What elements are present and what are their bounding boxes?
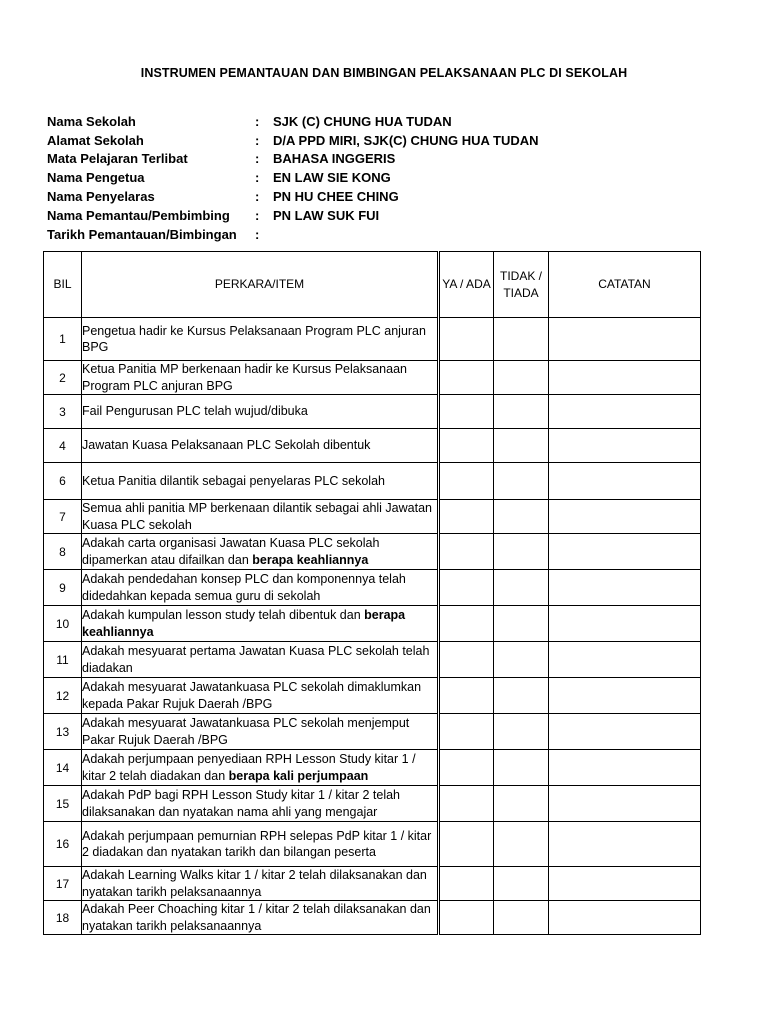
header-tidak: TIDAK / TIADA (494, 252, 549, 318)
row-item-text: Adakah mesyuarat Jawatankuasa PLC sekolah dimaklumkan kepada Pakar Rujuk Daerah /BPG (82, 680, 422, 711)
cell-tidak[interactable] (494, 901, 549, 935)
cell-catatan[interactable] (549, 318, 701, 361)
row-number: 1 (44, 318, 82, 361)
cell-tidak[interactable] (494, 750, 549, 786)
info-colon: : (255, 226, 260, 242)
table-row (44, 429, 701, 463)
cell-catatan[interactable] (549, 786, 701, 822)
table-row (44, 606, 701, 642)
header-catatan: CATATAN (549, 252, 701, 318)
info-value: D/A PPD MIRI, SJK(C) CHUNG HUA TUDAN (273, 132, 539, 148)
cell-catatan[interactable] (549, 395, 701, 429)
cell-ya[interactable] (439, 606, 494, 642)
row-number: 17 (44, 867, 82, 901)
cell-catatan[interactable] (549, 534, 701, 570)
row-number: 9 (44, 570, 82, 606)
info-row (47, 168, 539, 187)
cell-ya[interactable] (439, 570, 494, 606)
row-item (82, 901, 439, 935)
info-colon: : (255, 132, 260, 148)
cell-tidak[interactable] (494, 395, 549, 429)
info-label: Nama Pemantau/Pembimbing (47, 207, 230, 223)
row-number: 10 (44, 606, 82, 642)
row-item (82, 750, 439, 786)
row-number: 8 (44, 534, 82, 570)
row-number: 18 (44, 901, 82, 935)
cell-tidak[interactable] (494, 606, 549, 642)
cell-tidak[interactable] (494, 570, 549, 606)
row-item (82, 786, 439, 822)
info-row (47, 150, 539, 169)
cell-catatan[interactable] (549, 901, 701, 935)
row-item-text: Adakah kumpulan lesson study telah dibentuk dan (82, 608, 365, 622)
cell-catatan[interactable] (549, 500, 701, 534)
header-bil: BIL (44, 252, 82, 318)
header-item: PERKARA/ITEM (82, 252, 439, 318)
row-number: 2 (44, 361, 82, 395)
cell-ya[interactable] (439, 463, 494, 500)
row-item-text: Adakah Peer Choaching kitar 1 / kitar 2 telah dilaksanakan dan nyatakan tarikh pelaksanaannya (82, 902, 431, 933)
row-item (82, 463, 439, 500)
cell-tidak[interactable] (494, 714, 549, 750)
cell-ya[interactable] (439, 750, 494, 786)
info-colon: : (255, 113, 260, 129)
info-label: Alamat Sekolah (47, 132, 144, 148)
cell-tidak[interactable] (494, 500, 549, 534)
info-row (47, 187, 539, 206)
row-item-text: Ketua Panitia dilantik sebagai penyelaras PLC sekolah (82, 473, 385, 488)
cell-catatan[interactable] (549, 570, 701, 606)
info-row (47, 131, 539, 150)
row-item (82, 867, 439, 901)
row-item-emphasis: berapa kali perjumpaan (228, 768, 369, 783)
table-row (44, 867, 701, 901)
table-row (44, 714, 701, 750)
row-item-text: Adakah carta organisasi Jawatan Kuasa PLC sekolah dipamerkan atau difailkan dan (82, 536, 380, 567)
cell-ya[interactable] (439, 678, 494, 714)
info-row (47, 206, 539, 225)
row-item-text: Jawatan Kuasa Pelaksanaan PLC Sekolah dibentuk (82, 438, 371, 453)
cell-tidak[interactable] (494, 786, 549, 822)
table-header-row (44, 252, 701, 318)
info-colon: : (255, 189, 260, 205)
cell-tidak[interactable] (494, 678, 549, 714)
info-colon: : (255, 170, 260, 186)
table-row (44, 318, 701, 361)
row-item-emphasis: berapa keahliannya (82, 608, 406, 639)
cell-tidak[interactable] (494, 822, 549, 867)
row-item (82, 534, 439, 570)
cell-catatan[interactable] (549, 678, 701, 714)
row-item-text: Adakah PdP bagi RPH Lesson Study kitar 1 / kitar 2 telah dilaksanakan dan nyatakan nama ahli yang mengajar (82, 788, 401, 819)
info-row (47, 112, 539, 131)
row-item-text: Adakah Learning Walks kitar 1 / kitar 2 telah dilaksanakan dan nyatakan tarikh pelaksanaannya (82, 868, 427, 899)
info-label: Tarikh Pemantauan/Bimbingan (47, 226, 237, 242)
info-row (47, 225, 539, 244)
row-number: 12 (44, 678, 82, 714)
row-item (82, 318, 439, 361)
table-row (44, 534, 701, 570)
row-number: 6 (44, 463, 82, 500)
table-row (44, 822, 701, 867)
info-colon: : (255, 207, 260, 223)
info-value: EN LAW SIE KONG (273, 170, 391, 186)
table-row (44, 750, 701, 786)
cell-ya[interactable] (439, 867, 494, 901)
row-item-text: Adakah pendedahan konsep PLC dan komponennya telah didedahkan kepada semua guru di sekolah (82, 572, 406, 603)
row-number: 15 (44, 786, 82, 822)
cell-ya[interactable] (439, 500, 494, 534)
cell-ya[interactable] (439, 786, 494, 822)
info-value: PN LAW SUK FUI (273, 207, 380, 223)
row-item-text: Adakah perjumpaan pemurnian RPH selepas PdP kitar 1 / kitar 2 diadakan dan nyatakan tarikh dan bilangan peserta (82, 828, 432, 859)
cell-tidak[interactable] (494, 867, 549, 901)
cell-ya[interactable] (439, 822, 494, 867)
row-item (82, 606, 439, 642)
row-number: 14 (44, 750, 82, 786)
cell-tidak[interactable] (494, 429, 549, 463)
row-item (82, 429, 439, 463)
row-item (82, 822, 439, 867)
info-label: Nama Sekolah (47, 113, 136, 129)
row-item-text: Adakah perjumpaan penyediaan RPH Lesson Study kitar 1 / kitar 2 telah diadakan dan (82, 752, 416, 783)
document-title: INSTRUMEN PEMANTAUAN DAN BIMBINGAN PELAKSANAAN PLC DI SEKOLAH (140, 66, 628, 80)
table-row (44, 786, 701, 822)
cell-catatan[interactable] (549, 429, 701, 463)
info-label: Nama Pengetua (47, 170, 145, 186)
cell-catatan[interactable] (549, 463, 701, 500)
info-value: SJK (C) CHUNG HUA TUDAN (273, 113, 452, 129)
row-item (82, 500, 439, 534)
row-number: 16 (44, 822, 82, 867)
row-item (82, 361, 439, 395)
table-row (44, 500, 701, 534)
table-row (44, 361, 701, 395)
cell-catatan[interactable] (549, 642, 701, 678)
cell-ya[interactable] (439, 318, 494, 361)
info-colon: : (255, 151, 260, 167)
row-item-emphasis: berapa keahliannya (252, 552, 369, 567)
cell-catatan[interactable] (549, 822, 701, 867)
row-item (82, 714, 439, 750)
row-number: 4 (44, 429, 82, 463)
info-label: Nama Penyelaras (47, 189, 155, 205)
table-row (44, 642, 701, 678)
row-item-text: Adakah mesyuarat Jawatankuasa PLC sekolah menjemput Pakar Rujuk Daerah /BPG (82, 716, 410, 747)
row-item (82, 570, 439, 606)
cell-tidak[interactable] (494, 463, 549, 500)
info-label: Mata Pelajaran Terlibat (47, 151, 188, 167)
table-row (44, 395, 701, 429)
cell-ya[interactable] (439, 534, 494, 570)
row-item (82, 642, 439, 678)
cell-catatan[interactable] (549, 714, 701, 750)
row-item-text: Adakah mesyuarat pertama Jawatan Kuasa PLC sekolah telah diadakan (82, 644, 430, 675)
row-number: 11 (44, 642, 82, 678)
row-item-text: Pengetua hadir ke Kursus Pelaksanaan Program PLC anjuran BPG (82, 323, 426, 354)
checklist-table (43, 251, 701, 935)
info-value: PN HU CHEE CHING (273, 189, 399, 205)
cell-catatan[interactable] (549, 750, 701, 786)
row-number: 7 (44, 500, 82, 534)
row-item-text: Ketua Panitia MP berkenaan hadir ke Kursus Pelaksanaan Program PLC anjuran BPG (82, 362, 407, 393)
school-info (47, 112, 539, 244)
cell-catatan[interactable] (549, 361, 701, 395)
cell-ya[interactable] (439, 714, 494, 750)
table-row (44, 678, 701, 714)
cell-tidak[interactable] (494, 642, 549, 678)
info-value: BAHASA INGGERIS (273, 151, 396, 167)
cell-catatan[interactable] (549, 606, 701, 642)
row-number: 3 (44, 395, 82, 429)
row-item-text: Semua ahli panitia MP berkenaan dilantik sebagai ahli Jawatan Kuasa PLC sekolah (82, 501, 432, 532)
row-number: 13 (44, 714, 82, 750)
cell-catatan[interactable] (549, 867, 701, 901)
cell-ya[interactable] (439, 901, 494, 935)
cell-tidak[interactable] (494, 534, 549, 570)
cell-tidak[interactable] (494, 318, 549, 361)
row-item (82, 395, 439, 429)
table-row (44, 463, 701, 500)
cell-ya[interactable] (439, 361, 494, 395)
table-row (44, 570, 701, 606)
row-item (82, 678, 439, 714)
table-row (44, 901, 701, 935)
cell-ya[interactable] (439, 395, 494, 429)
cell-ya[interactable] (439, 642, 494, 678)
cell-tidak[interactable] (494, 361, 549, 395)
header-ya: YA / ADA (439, 252, 494, 318)
cell-ya[interactable] (439, 429, 494, 463)
row-item-text: Fail Pengurusan PLC telah wujud/dibuka (82, 404, 308, 419)
